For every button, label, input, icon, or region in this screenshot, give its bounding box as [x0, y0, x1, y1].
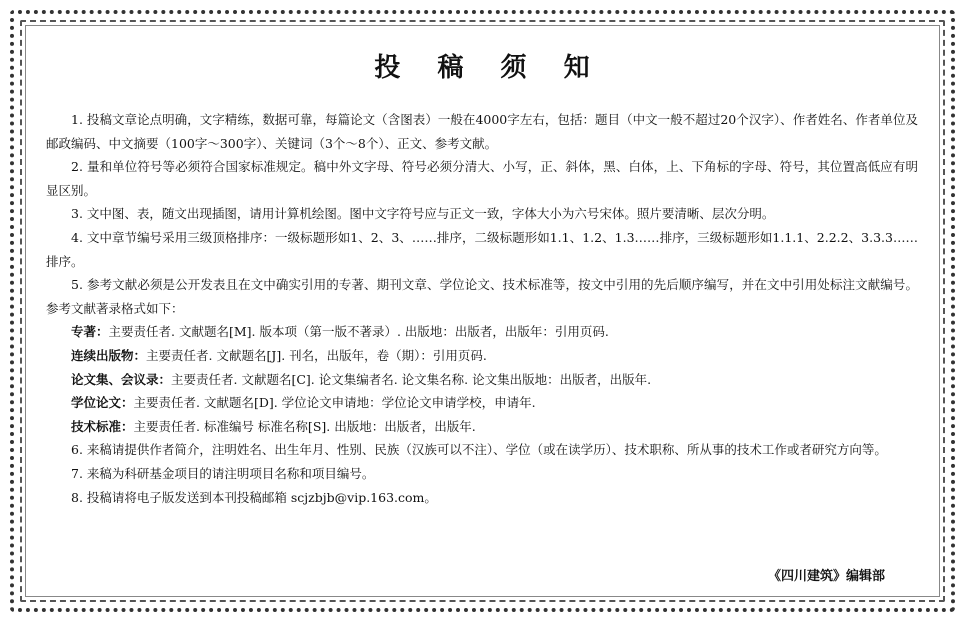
ref-text: 主要责任者. 文献题名[M]. 版本项（第一版不著录）. 出版地：出版者，出版年：引用页码. — [108, 324, 609, 340]
ref-text: 主要责任者. 文献题名[D]. 学位论文申请地：学位论文申请学校，申请年. — [133, 395, 536, 411]
ref-label: 连续出版物： — [71, 347, 147, 363]
ref-label: 论文集、会议录： — [71, 371, 172, 387]
ref-label: 技术标准： — [71, 418, 134, 434]
ref-text: 主要责任者. 标准编号 标准名称[S]. 出版地：出版者，出版年. — [133, 418, 476, 434]
page-title: 投 稿 须 知 — [374, 53, 604, 83]
notice-item-3: 3. 文中图、表，随文出现插图，请用计算机绘图。图中文字符号应与正文一致，字体大小为六号宋体。照片要清晰、层次分明。 — [71, 206, 775, 222]
notice-item-7: 7. 来稿为科研基金项目的请注明项目名称和项目编号。 — [71, 465, 375, 481]
ref-format-serial — [46, 344, 918, 368]
editorial-department: 《四川建筑》编辑部 — [767, 569, 885, 584]
notice-item-8: 8. 投稿请将电子版发送到本刊投稿邮箱 scjzbjb@vip.163.com。 — [71, 489, 437, 505]
ref-text: 主要责任者. 文献题名[C]. 论文集编者名. 论文集名称. 论文集出版地：出版者，出版年. — [171, 371, 652, 387]
ref-text: 主要责任者. 文献题名[J]. 刊名，出版年，卷（期）：引用页码. — [146, 347, 487, 363]
ref-label: 专著： — [71, 324, 109, 340]
notice-content — [46, 52, 918, 509]
ref-label: 学位论文： — [71, 395, 134, 411]
notice-item-6: 6. 来稿请提供作者简介，注明姓名、出生年月、性别、民族（汉族可以不注）、学位（或在读学历）、技术职称、所从事的技术工作或者研究方向等。 — [71, 442, 887, 458]
ref-format-monograph — [46, 320, 918, 344]
ref-format-proceedings — [46, 368, 918, 392]
ref-format-thesis — [46, 391, 918, 415]
notice-body — [46, 108, 918, 509]
notice-item-1: 1. 投稿文章论点明确，文字精练，数据可靠，每篇论文（含图表）一般在4000字左右，包括：题目（中文一般不超过20个汉字）、作者姓名、作者单位及邮政编码、中文摘要（100字～300字）、关键词（3个～8个）、正文、参考文献。 — [46, 112, 918, 151]
ref-format-standard — [46, 415, 918, 439]
notice-item-4: 4. 文中章节编号采用三级顶格排序：一级标题形如1、2、3、……排序，二级标题形如1.1、1.2、1.3……排序，三级标题形如1.1.1、2.2.2、3.3.3……排序。 — [46, 229, 918, 269]
notice-item-2: 2. 量和单位符号等必须符合国家标准规定。稿中外文字母、符号必须分清大、小写，正、斜体，黑、白体，上、下角标的字母、符号，其位置高低应有明显区别。 — [46, 159, 918, 198]
notice-item-5: 5. 参考文献必须是公开发表且在文中确实引用的专著、期刊文章、学位论文、技术标准等，按文中引用的先后顺序编写，并在文中引用处标注文献编号。参考文献著录格式如下： — [46, 277, 918, 316]
